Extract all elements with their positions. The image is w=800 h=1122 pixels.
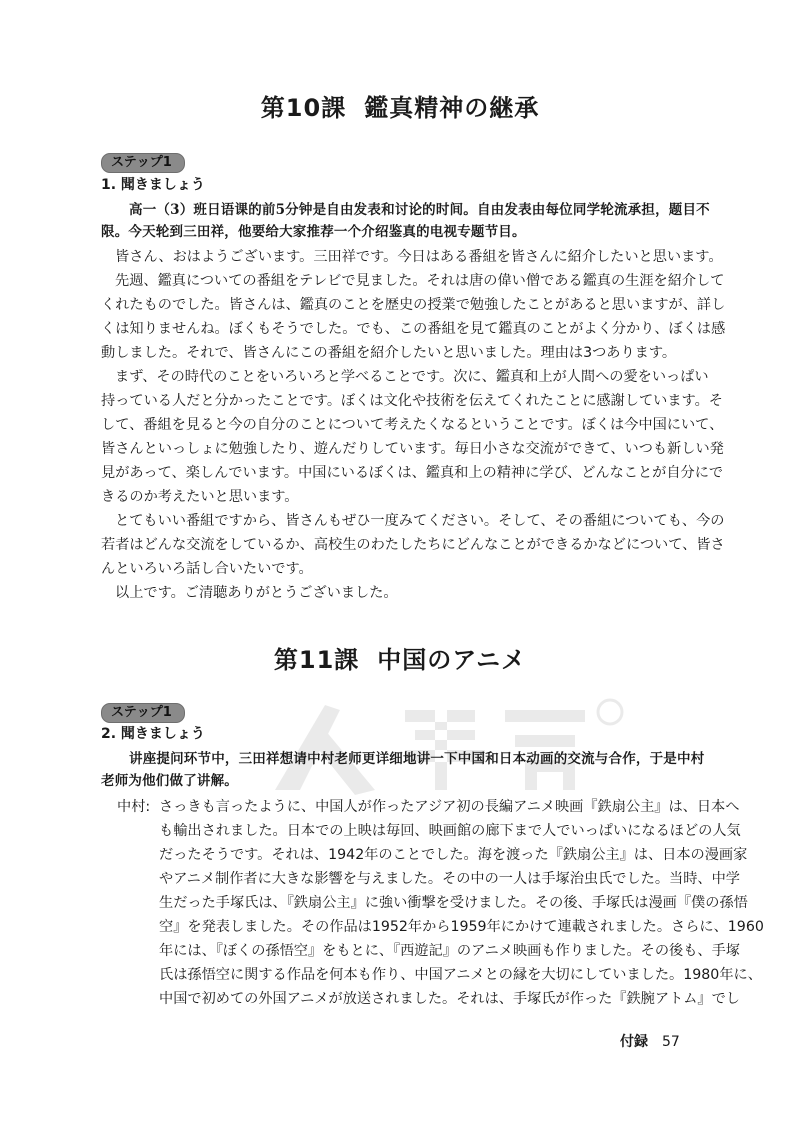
body-line: まず、その時代のことをいろいろと学べることです。次に、鑑真和上が人間への愛をいっぱい (115, 369, 709, 385)
dialog-line: だったそうです。それは、1942年のことでした。海を渡った『鉄扇公主』は、日本の漫画家 (159, 847, 748, 863)
lesson11-intro (101, 748, 713, 792)
body-line: 先週、鑑真についての番組をテレビで見ました。それは唐の偉い僧である鑑真の生涯を紹介して (115, 273, 725, 289)
body-line: 動しました。それで、皆さんにこの番組を紹介したいと思いました。理由は3つあります。 (101, 345, 677, 361)
body-line: きるのか考えたいと思います。 (101, 489, 299, 505)
lesson11-step-label: ステップ1 (101, 703, 185, 723)
body-line: 以上です。ご清聴ありがとうございました。 (115, 585, 398, 601)
body-line: くれたものでした。皆さんは、鑑真のことを歴史の授業で勉強したことがあると思いますが、詳し (101, 297, 726, 313)
body-line: くは知りませんね。ぼくもそうでした。でも、この番組を見て鑑真のことがよく分かり、ぼくは感 (101, 321, 726, 337)
dialog-line: 年には、『ぼくの孫悟空』をもとに、『西遊記』のアニメ映画も作りました。その後も、手塚 (159, 943, 740, 959)
dialog-line: やアニメ制作者に大きな影響を与えました。その中の一人は手塚治虫氏でした。当時、中学 (159, 871, 740, 887)
dialog-line: 生だった手塚氏は、『鉄扇公主』に強い衝撃を受けました。その後、手塚氏は漫画『僕の孫悟 (159, 895, 748, 911)
body-line: んといろいろ話し合いたいです。 (101, 561, 313, 577)
lesson10-intro (101, 199, 713, 243)
intro-line: 限。今天轮到三田祥，他要给大家推荐一个介绍鉴真的电视专题节目。 (101, 224, 526, 240)
intro-line: 老师为他们做了讲解。 (101, 773, 238, 789)
lesson11-question-heading: 2. 聞きましょう (101, 726, 205, 742)
dialog-line: 氏は孫悟空に関する作品を何本も作り、中国アニメとの縁を大切にしていました。1980年に、 (159, 967, 762, 983)
dialog-line: さっきも言ったように、中国人が作ったアジア初の長編アニメ映画『鉄扇公主』は、日本へ (159, 799, 740, 815)
body-line: 皆さんといっしょに勉強したり、遊んだりしています。毎日小さな交流ができて、いつも新しい発 (101, 441, 724, 457)
body-line: 見があって、楽しんでいます。中国にいるぼくは、鑑真和上の精神に学び、どんなことが自分にで (101, 465, 724, 481)
page-number: 57 (662, 1034, 680, 1050)
footer-label: 付録 (620, 1034, 648, 1050)
dialog-line: 空』を発表しました。その作品は1952年から1959年にかけて連載されました。さらに、1960 (159, 919, 764, 935)
body-line: 持っている人だと分かったことです。ぼくは文化や技術を伝えてくれたことに感謝しています。そ (101, 393, 723, 409)
body-line: 若者はどんな交流をしているか、高校生のわたしたちにどんなことができるかなどについて、皆さ (101, 537, 725, 553)
lesson11-title (0, 640, 800, 675)
body-line: 皆さん、おはようございます。三田祥です。今日はある番組を皆さんに紹介したいと思います。 (115, 249, 723, 265)
dialog-line: 中国で初めての外国アニメが放送されました。それは、手塚氏が作った『鉄腕アトム』でし (159, 991, 740, 1007)
lesson10-body (101, 245, 726, 605)
intro-line: 高一（3）班日语课的前5分钟是自由发表和讨论的时间。自由发表由每位同学轮流承担，题目不 (129, 202, 710, 218)
lesson10-title (0, 88, 800, 123)
body-line: とてもいい番組ですから、皆さんもぜひ一度みてください。そして、その番組についても、今の (115, 513, 725, 529)
lesson11-dialog (159, 795, 764, 1011)
dialog-line: も輸出されました。日本での上映は毎回、映画館の廊下まで人でいっぱいになるほどの人気 (159, 823, 741, 839)
lesson10-number: 第10課 (260, 94, 347, 122)
intro-line: 讲座提问环节中，三田祥想请中村老师更详细地讲一下中国和日本动画的交流与合作，于是中村 (129, 751, 705, 767)
lesson11-name: 中国のアニメ (377, 646, 527, 674)
lesson11-number: 第11課 (273, 646, 360, 674)
lesson10-question-heading: 1. 聞きましょう (101, 177, 205, 193)
lesson10-name: 鑑真精神の継承 (364, 94, 540, 122)
body-line: して、番組を見ると今の自分のことについて考えたくなるということです。ぼくは今中国にいて、 (101, 417, 724, 433)
page-footer (620, 1031, 680, 1051)
lesson10-step-label: ステップ1 (101, 153, 185, 173)
speaker-label: 中村: (117, 799, 151, 815)
